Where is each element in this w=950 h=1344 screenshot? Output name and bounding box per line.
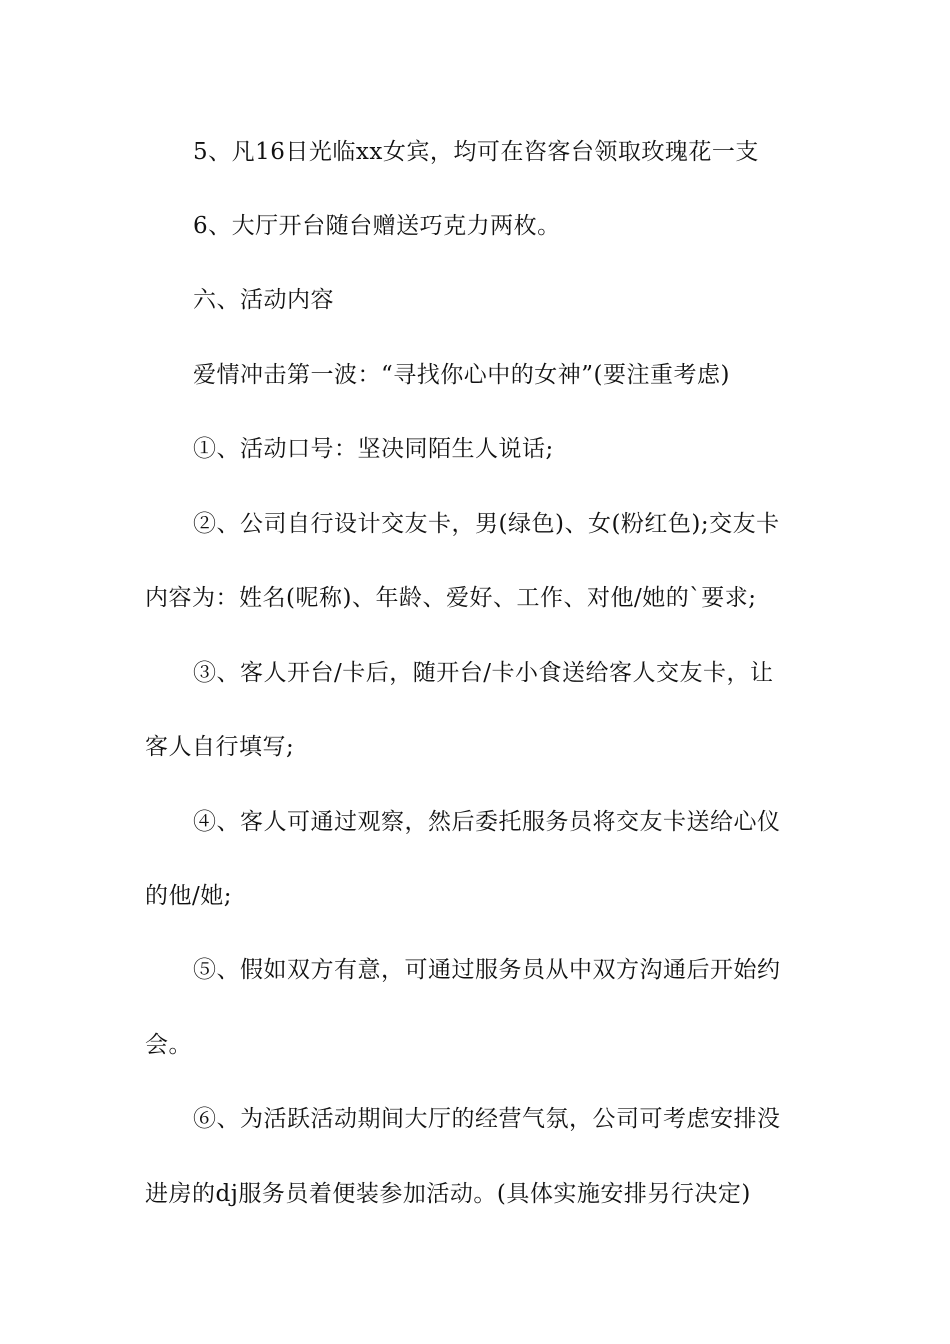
text-line-point-3-cont: 客人自行填写; xyxy=(145,734,295,760)
text-line-point-4-cont: 的他/她; xyxy=(145,883,232,909)
section-heading-activity-content: 六、活动内容 xyxy=(193,287,334,313)
text-line-point-2: ②、公司自行设计交友卡，男(绿色)、女(粉红色);交友卡 xyxy=(193,511,780,537)
text-line-point-6: ⑥、为活跃活动期间大厅的经营气氛，公司可考虑安排没 xyxy=(193,1106,781,1132)
subsection-heading-first-wave: 爱情冲击第一波：“寻找你心中的女神”(要注重考虑) xyxy=(193,362,730,388)
text-line-point-6-cont: 进房的dj服务员着便装参加活动。(具体实施安排另行决定) xyxy=(145,1181,751,1207)
text-line-point-1: ①、活动口号：坚决同陌生人说话; xyxy=(193,436,554,462)
text-line-point-4: ④、客人可通过观察，然后委托服务员将交友卡送给心仪 xyxy=(193,809,781,835)
text-line-item-6: 6、大厅开台随台赠送巧克力两枚。 xyxy=(193,213,561,239)
text-line-point-5: ⑤、假如双方有意，可通过服务员从中双方沟通后开始约 xyxy=(193,957,781,983)
text-line-item-5: 5、凡16日光临xx女宾，均可在咨客台领取玫瑰花一支 xyxy=(193,139,759,165)
text-line-point-5-cont: 会。 xyxy=(145,1032,192,1058)
text-line-point-2-cont: 内容为：姓名(呢称)、年龄、爱好、工作、对他/她的`要求; xyxy=(145,585,757,611)
text-line-point-3: ③、客人开台/卡后，随开台/卡小食送给客人交友卡，让 xyxy=(193,660,774,686)
